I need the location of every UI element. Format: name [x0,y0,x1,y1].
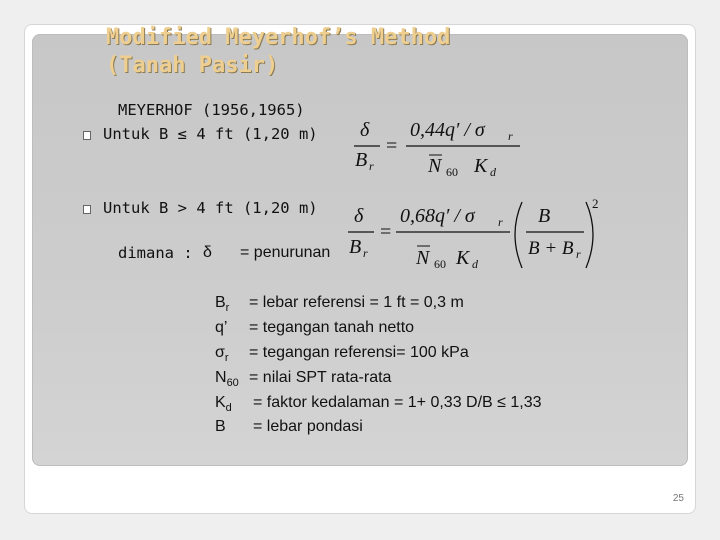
definition-desc: = nilai SPT rata-rata [249,369,392,386]
bullet-item-2: Untuk B > 4 ft (1,20 m) [103,199,318,217]
title-line-2: (Tanah Pasir) [106,53,279,78]
svg-text:δ: δ [354,205,364,227]
formula-small-footing [350,112,540,182]
formula1-rhs-den-n: N [428,155,442,177]
svg-text:B + B: B + B [528,238,574,259]
definition-row: $K_d$ [215,394,232,415]
svg-text:60: 60 [434,257,446,271]
title-line-1: Modified Meyerhof’s Method [106,25,451,50]
definition-desc: = faktor kedalaman = 1+ 0,33 D/B ≤ 1,33 [253,394,542,411]
page-number: 25 [672,493,684,504]
slide-title [106,24,450,80]
definition-desc: = lebar referensi = 1 ft = 0,3 m [249,294,464,311]
definition-desc: = penurunan [240,244,331,261]
svg-text:B: B [349,236,362,258]
svg-text:r: r [369,159,374,173]
definition-row: B [215,418,226,435]
bullet-item-1: Untuk B ≤ 4 ft (1,20 m) [103,125,318,143]
bullet-icon [83,131,91,140]
bullet-icon [83,205,91,214]
formula1-lhs-num: δ [360,119,370,141]
definition-row: $\sigma_r$ [215,344,229,365]
svg-text:r: r [363,246,368,260]
svg-text:r: r [508,129,513,143]
definition-desc: = tegangan referensi= 100 kPa [249,344,469,361]
svg-text:60: 60 [446,165,458,179]
definition-row: δ [203,244,212,261]
svg-text:=: = [380,221,392,243]
svg-text:K: K [456,247,470,269]
svg-text:d: d [490,165,496,179]
svg-text:0,68q′ / σ: 0,68q′ / σ [400,205,475,227]
svg-text:d: d [472,257,478,271]
definitions-intro: dimana : [118,244,193,262]
svg-text:2: 2 [592,196,599,211]
definition-desc: = tegangan tanah netto [249,319,415,336]
svg-text:r: r [576,247,581,261]
reference-text: MEYERHOF (1956,1965) [118,101,305,119]
formula-large-footing [344,196,604,276]
svg-text:r: r [498,215,503,229]
formula1-rhs-num: 0,44q′ / σ [410,119,485,141]
definition-row: q’ [215,319,228,336]
formula1-rhs-den-k: K [474,155,488,177]
definition-row: $N_{60}$ [215,369,239,390]
formula1-eq: = [386,135,398,157]
definition-desc: = lebar pondasi [253,418,363,435]
svg-text:N: N [416,247,430,269]
formula1-lhs-den: B [355,149,368,171]
definition-row: $B_r$ [215,294,230,315]
svg-text:B: B [538,205,551,227]
